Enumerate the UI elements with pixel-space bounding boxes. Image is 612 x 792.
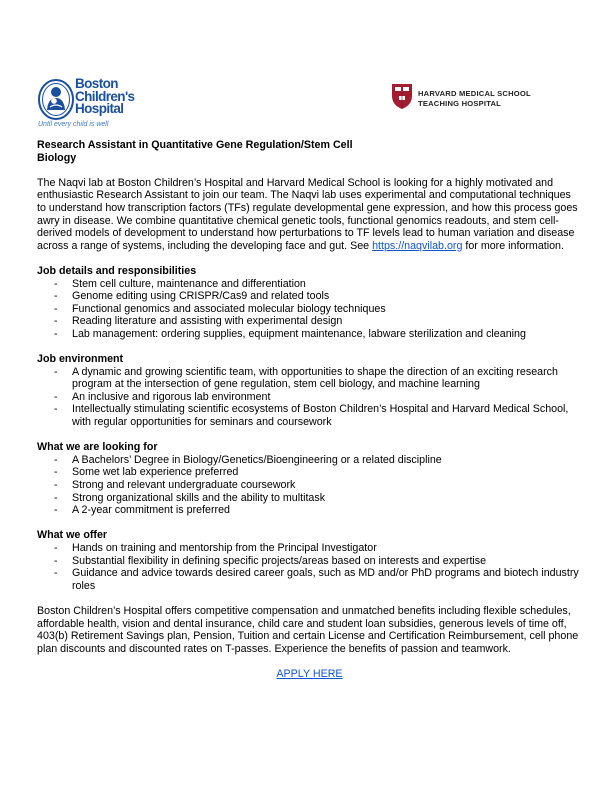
list-item: - Substantial flexibility in defining specific projects/areas based on interests and expertise [54, 554, 487, 567]
list-item: - Strong and relevant undergraduate coursework [54, 479, 296, 492]
list-item: - Guidance and advice towards desired career goals, such as MD and/or PhD programs and biotech industry roles [54, 567, 579, 592]
bullet-list [37, 454, 582, 517]
bch-wordmark: Boston Children's Hospital [75, 76, 135, 116]
section-heading: Job environment [37, 353, 124, 366]
list-item: - Hands on training and mentorship from the Principal Investigator [54, 542, 377, 554]
bch-tagline: Until every child is well [38, 121, 109, 128]
boston-childrens-hospital-logo [38, 78, 178, 134]
list-item: - Some wet lab experience preferred [54, 466, 239, 479]
section-job-environment [37, 353, 582, 429]
job-title: Research Assistant in Quantitative Gene Regulation/Stem Cell Biology [37, 139, 353, 164]
list-item: - An inclusive and rigorous lab environment [54, 390, 271, 403]
list-item: - Functional genomics and associated molecular biology techniques [54, 302, 386, 315]
harvard-shield-icon [391, 83, 413, 110]
benefits-paragraph: Boston Children’s Hospital offers competitive compensation and unmatched benefits including flexible schedules, affordable health, vision and dental insurance, child care and student loan subsidies, generous levels of time off, 403(b) Retirement Savings plan, Pension, Tuition and certain License and Certification Reimbursement, cell phone plan discounts and discounted rates on T-passes. Experience the benefits of passion and teamwork. [37, 604, 579, 655]
list-item: - Strong organizational skills and the ability to multitask [54, 491, 326, 504]
section-what-we-offer [37, 529, 582, 592]
list-item: - Reading literature and assisting with experimental design [54, 315, 343, 328]
list-item: - Intellectually stimulating scientific ecosystems of Boston Children’s Hospital and Harvard Medical School, with regular opportunities for seminars and coursework [54, 403, 569, 429]
section-heading: Job details and responsibilities [37, 264, 197, 277]
hms-wordmark: HARVARD MEDICAL SCHOOL TEACHING HOSPITAL [418, 89, 531, 108]
bch-emblem-icon [38, 79, 74, 120]
section-job-details [37, 265, 582, 341]
list-item: - A Bachelors’ Degree in Biology/Genetics/Bioengineering or a related discipline [54, 453, 442, 466]
list-item: - A 2-year commitment is preferred [54, 504, 230, 517]
list-item: - Genome editing using CRISPR/Cas9 and related tools [54, 290, 330, 303]
section-heading: What we offer [37, 529, 108, 542]
bullet-list [37, 542, 582, 592]
lab-website-link[interactable]: https://naqvilab.org [372, 239, 463, 252]
bullet-list [37, 278, 582, 341]
harvard-medical-school-logo [391, 83, 571, 111]
section-requirements [37, 441, 582, 517]
list-item: - Stem cell culture, maintenance and differentiation [54, 277, 306, 290]
posting-body [37, 139, 582, 681]
apply-container [37, 668, 582, 681]
intro-paragraph: The Naqvi lab at Boston Children’s Hospital and Harvard Medical School is looking for a highly motivated and enthusiastic Research Assistant to join our team. The Naqvi lab uses experimental and computational techniques to understand how transcription factors (TFs) regulate developmental gene expression, and how this process goes awry in disease. We combine quantitative chemical genetic tools, functional genomics readouts, and stem cell-derived models of development to understand how perturbations to TF levels lead to human variation and disease across a range of systems, including the developing face and gut. See https://naqvilab.org for more information. [37, 176, 578, 252]
bullet-list [37, 366, 582, 429]
section-heading: What we are looking for [37, 441, 158, 454]
apply-here-link[interactable]: APPLY HERE [276, 667, 343, 680]
list-item: - Lab management: ordering supplies, equipment maintenance, labware sterilization and cleaning [54, 327, 526, 340]
list-item: - A dynamic and growing scientific team, with opportunities to shape the direction of an exciting research program at the intersection of gene regulation, stem cell biology, and machine learning [54, 365, 558, 391]
